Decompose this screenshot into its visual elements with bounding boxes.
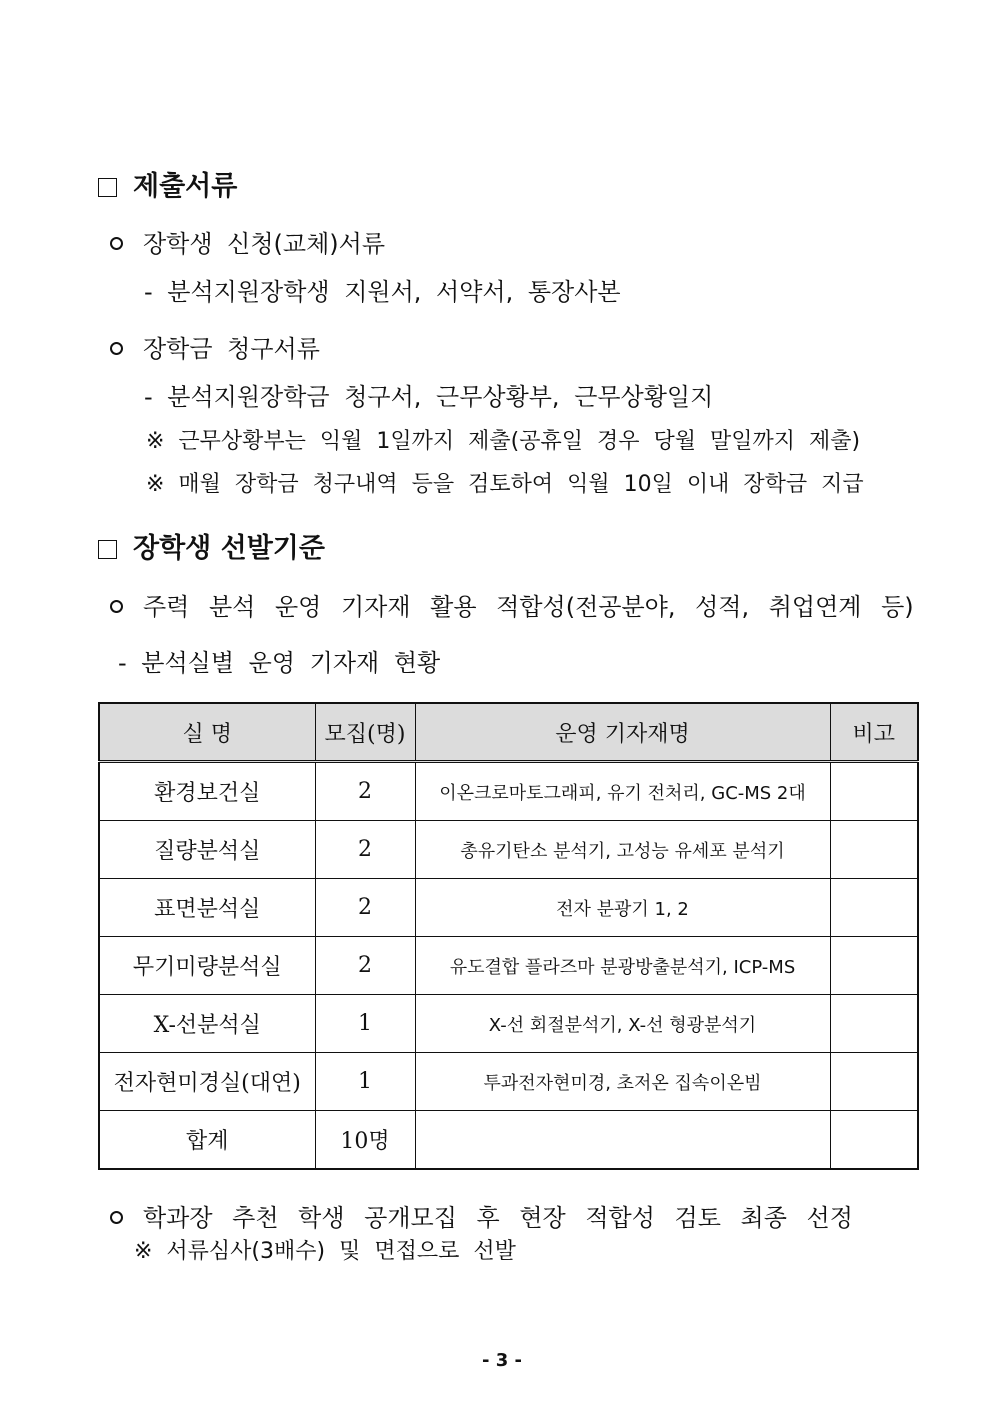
documents-item-application-detail: - 분석지원장학생 지원서, 서약서, 통장사본 [144,278,621,306]
cell-note [830,762,918,821]
header-note: 비고 [830,703,918,762]
table-row [99,937,918,995]
circle-bullet-icon [110,600,123,613]
square-bullet-icon [98,178,117,197]
circle-bullet-icon [110,237,123,250]
criteria-item-selection: 학과장 추천 학생 공개모집 후 현장 적합성 검토 최종 선정 [110,1198,853,1233]
cell-equipment: 총유기탄소 분석기, 고성능 유세포 분석기 [415,821,830,879]
cell-equipment: 투과전자현미경, 초저온 집속이온빔 [415,1053,830,1111]
cell-count: 2 [315,762,415,821]
documents-note-1: ※ 근무상황부는 익월 1일까지 제출(공휴일 경우 당월 말일까지 제출) [146,429,861,454]
cell-total-label: 합계 [99,1111,315,1170]
page-number: - 3 - [482,1350,522,1371]
table-row [99,879,918,937]
documents-note-2: ※ 매월 장학금 청구내역 등을 검토하여 익월 10일 이내 장학금 지급 [146,472,864,497]
cell-total-note [830,1111,918,1170]
table-total-row [99,1111,918,1170]
cell-count: 1 [315,1053,415,1111]
circle-bullet-icon [110,342,123,355]
cell-count: 2 [315,937,415,995]
cell-equipment: 전자 분광기 1, 2 [415,879,830,937]
section-title-criteria: 장학생 선발기준 [98,526,325,565]
criteria-sub-equipment-status: - 분석실별 운영 기자재 현황 [118,649,441,677]
cell-note [830,995,918,1053]
section-title-documents: 제출서류 [98,164,237,203]
table-row [99,995,918,1053]
table-row [99,1053,918,1111]
header-equipment: 운영 기자재명 [415,703,830,762]
cell-equipment: 유도결합 플라즈마 분광방출분석기, ICP-MS [415,937,830,995]
cell-equipment: 이온크로마토그래피, 유기 전처리, GC-MS 2대 [415,762,830,821]
header-room: 실 명 [99,703,315,762]
cell-equipment: X-선 회절분석기, X-선 형광분석기 [415,995,830,1053]
documents-item-application: 장학생 신청(교체)서류 [110,224,385,259]
cell-room: 전자현미경실(대연) [99,1053,315,1111]
table-header-row [99,703,918,762]
documents-item-claim-detail: - 분석지원장학금 청구서, 근무상황부, 근무상황일지 [144,383,714,411]
cell-note [830,879,918,937]
cell-note [830,1053,918,1111]
documents-item-claim: 장학금 청구서류 [110,329,320,364]
cell-room: 환경보건실 [99,762,315,821]
header-count: 모집(명) [315,703,415,762]
cell-room: X-선분석실 [99,995,315,1053]
criteria-item-suitability: 주력 분석 운영 기자재 활용 적합성(전공분야, 성적, 취업연계 등) [110,587,914,622]
cell-room: 표면분석실 [99,879,315,937]
cell-count: 1 [315,995,415,1053]
cell-count: 2 [315,821,415,879]
cell-note [830,821,918,879]
circle-bullet-icon [110,1211,123,1224]
cell-count: 2 [315,879,415,937]
cell-room: 질량분석실 [99,821,315,879]
square-bullet-icon [98,540,117,559]
equipment-table [98,702,919,1170]
table-row [99,821,918,879]
cell-total-equipment [415,1111,830,1170]
cell-room: 무기미량분석실 [99,937,315,995]
criteria-note-screening: ※ 서류심사(3배수) 및 면접으로 선발 [134,1239,516,1264]
cell-total-count: 10명 [315,1111,415,1170]
cell-note [830,937,918,995]
table-row [99,762,918,821]
